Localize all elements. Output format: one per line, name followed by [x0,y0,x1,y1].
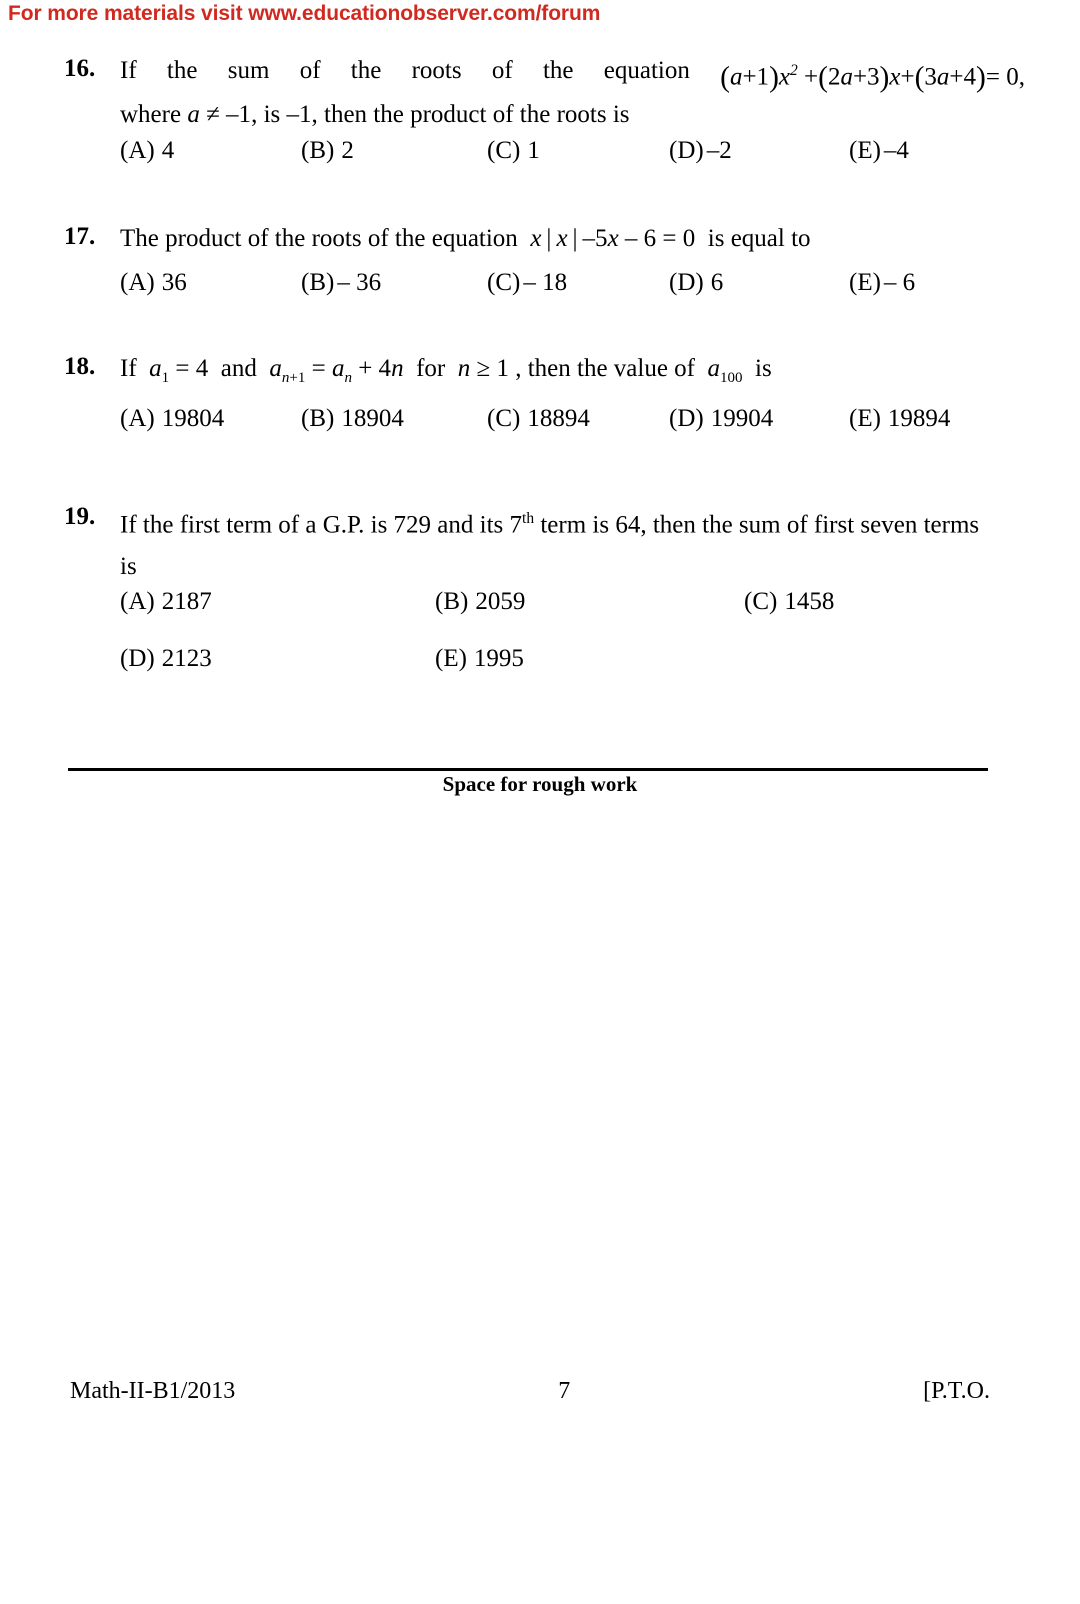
stem-word: equation [603,57,690,84]
option-d[interactable]: (D) 19904 [669,405,774,432]
question-18-eq-a1: $a_1 = 4$ [149,355,215,386]
option-c[interactable]: (C) 1458 [744,588,835,615]
paper-code: Math-II-B1/2013 [70,1378,236,1404]
option-a[interactable]: (A) 4 [120,137,175,164]
site-watermark: For more materials visit www.educationobserver.com/forum [8,2,601,25]
question-18-stem: If $a_1 = 4$ and $a_{n+1} = a_n + 4n$ for n ≥ 1 , then the value of $a_{100}$ is [120,355,772,386]
option-b[interactable]: (B) 2059 [435,588,526,615]
option-a[interactable]: (A) 36 [120,269,187,296]
question-16-stem-line1 [120,52,1025,96]
option-d[interactable]: (D) 6 [669,269,724,296]
question-16 [64,52,1024,134]
question-body [120,500,1024,586]
stem-word: roots [411,57,462,84]
question-19-stem-line2: is [120,553,137,581]
question-number: 18. [64,353,96,380]
page-footer [70,1378,990,1405]
stem-word: of [491,57,513,84]
stem-word: of [299,57,321,84]
option-c[interactable]: (C) – 18 [487,269,568,296]
question-18 [64,350,1024,397]
question-17 [64,220,1024,258]
rough-work-label: Space for rough work [442,772,638,796]
option-a[interactable]: (A) 19804 [120,405,225,432]
page-number: 7 [558,1378,571,1404]
option-b[interactable]: (B) – 36 [301,269,382,296]
option-c[interactable]: (C) 1 [487,137,540,164]
question-number: 16. [64,55,96,82]
stem-word: If [120,57,137,84]
option-e[interactable]: (E) –4 [849,137,909,164]
stem-word: the [166,57,198,84]
question-19 [64,500,1024,586]
question-18-eq-a100: $a_{100}$ [707,355,743,386]
question-16-stem-line2: where a ≠ –1, is –1, then the product of the roots is [120,101,630,129]
rough-work-divider [68,768,988,771]
stem-word: sum [227,57,270,84]
question-number: 19. [64,503,96,530]
question-body [120,350,1024,397]
option-b[interactable]: (B) 18904 [301,405,404,432]
question-18-eq-recurrence: $a_{n+1} = a_n + 4n$ [269,355,404,386]
stem-word: the [542,57,574,84]
stem-word: the [350,57,382,84]
option-d[interactable]: (D) –2 [669,137,732,164]
option-b[interactable]: (B) 2 [301,137,354,164]
question-17-stem: The product of the roots of the equation x | x | –5x – 6 = 0 is equal to [120,225,811,252]
option-e[interactable]: (E) 1995 [435,645,524,672]
question-body [120,220,1024,258]
ordinal-suffix: th [522,510,535,527]
pto-marker: [P.T.O. [923,1378,990,1404]
option-c[interactable]: (C) 18894 [487,405,590,432]
question-18-eq-condition: n ≥ 1 [457,355,516,382]
option-e[interactable]: (E) 19894 [849,405,951,432]
option-d[interactable]: (D) 2123 [120,645,212,672]
question-body [120,52,1024,134]
question-number: 17. [64,223,96,250]
question-19-stem-line1: If the first term of a G.P. is 729 and its 7th term is 64, then the sum of first seven terms [120,510,980,539]
option-a[interactable]: (A) 2187 [120,588,212,615]
question-17-equation: x | x | –5x – 6 = 0 [530,225,702,252]
option-e[interactable]: (E) – 6 [849,269,916,296]
question-16-equation: $(a+1)x^2 +(2a+3)x+(3a+4)= 0$, [720,61,1025,94]
